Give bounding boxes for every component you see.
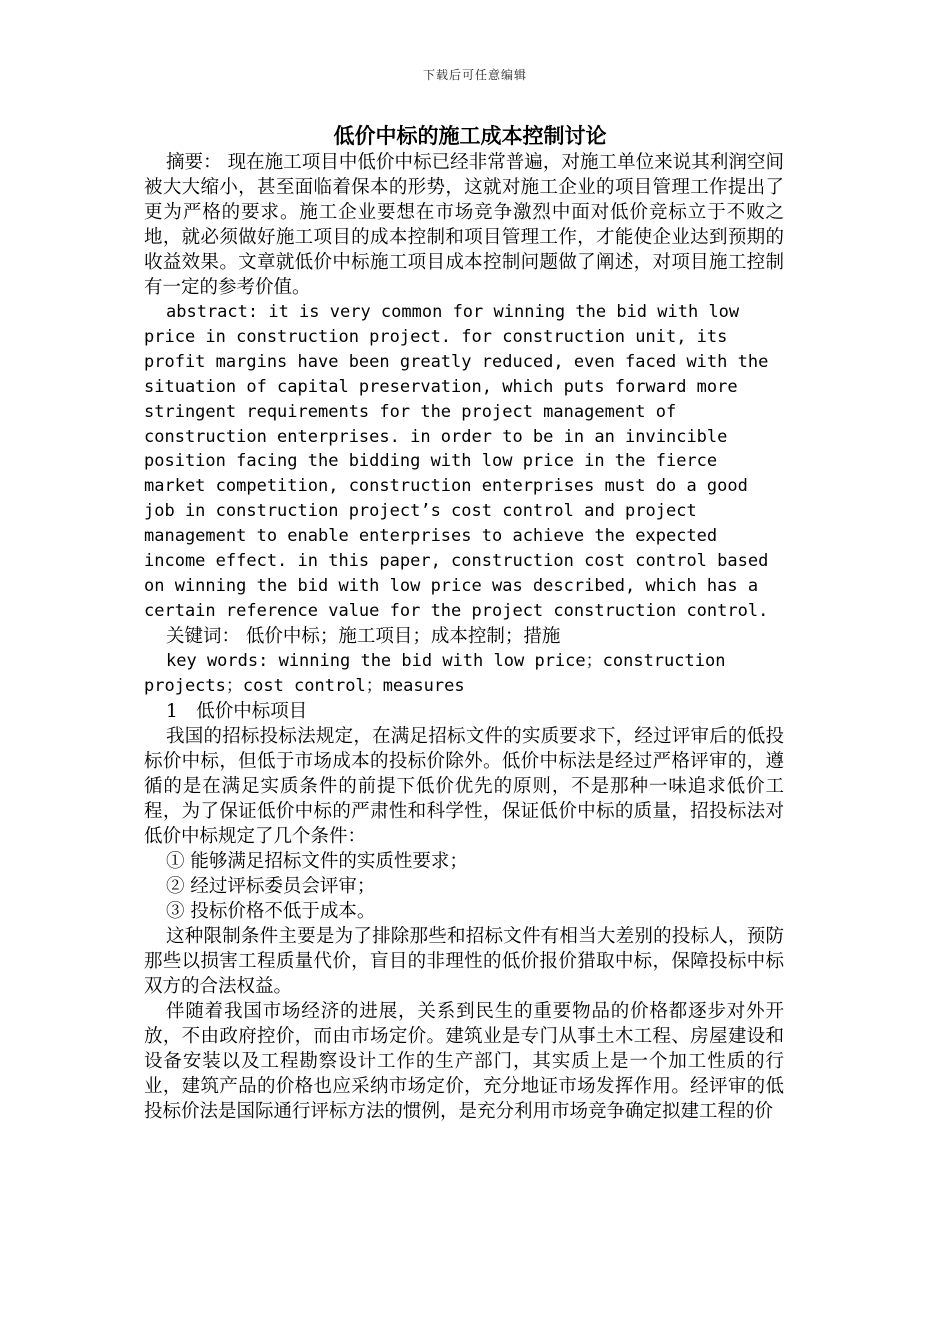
abstract-chinese: 摘要： 现在施工项目中低价中标已经非常普遍，对施工单位来说其利润空间被大大缩小，甚至面临着保本的形势，这就对施工企业的项目管理工作提出了更为严格的要求。施工企业要想在市场竞争激烈中面对低价竞标立于不败之地，就必须做好施工项目的成本控制和项目管理工作，才能使企业达到预期的收益效果。文章就低价中标施工项目成本控制问题做了阐述，对项目施工控制有一定的参考价值。 <box>144 152 784 298</box>
document-body <box>144 122 784 1124</box>
paragraph: 这种限制条件主要是为了排除那些和招标文件有相当大差别的投标人，预防那些以损害工程质量代价，盲目的非理性的低价报价猎取中标，保障投标中标双方的合法权益。 <box>144 925 784 997</box>
paragraph: 伴随着我国市场经济的进展，关系到民生的重要物品的价格都逐步对外开放，不由政府控价，而由市场定价。建筑业是专门从事土木工程、房屋建设和设备安装以及工程勘察设计工作的生产部门，其实质上是一个加工性质的行业，建筑产品的价格也应采纳市场定价，充分地证市场发挥作用。经评审的低投标价法是国际通行评标方法的惯例，是充分利用市场竞争确定拟建工程的价 <box>144 1000 784 1122</box>
keywords-english: key words: winning the bid with low price；construction projects；cost control；measures <box>144 650 726 696</box>
condition-item: ② 经过评标委员会评审； <box>166 875 376 897</box>
condition-item: ① 能够满足招标文件的实质性要求； <box>166 850 468 872</box>
section-heading: 1 低价中标项目 <box>166 700 308 722</box>
condition-item: ③ 投标价格不低于成本。 <box>166 900 376 922</box>
abstract-english: abstract: it is very common for winning the bid with low price in construction project. for construction unit, its profit margins have been greatly reduced, even faced with the situation of capital preservation, which puts forward more stringent requirements for the project management of construction enterprises. in order to be in an invincible position facing the bidding with low price in the fierce market competition, construction enterprises must do a good job in construction project’s cost control and project management to enable enterprises to achieve the expected income effect. in this paper, construction cost control based on winning the bid with low price was described, which has a certain reference value for the project construction control. <box>144 302 769 621</box>
paragraph: 我国的招标投标法规定，在满足招标文件的实质要求下，经过评审后的低投标价中标，但低于市场成本的投标价除外。低价中标法是经过严格评审的，遵循的是在满足实质条件的前提下低价优先的原则，不是那种一味追求低价工程，为了保证低价中标的严肃性和科学性，保证低价中标的质量，招投标法对低价中标规定了几个条件： <box>144 725 784 847</box>
page-header: 下载后可任意编辑 <box>422 68 527 82</box>
document-title: 低价中标的施工成本控制讨论 <box>333 123 607 148</box>
keywords-chinese: 关键词： 低价中标；施工项目；成本控制；措施 <box>166 625 561 647</box>
